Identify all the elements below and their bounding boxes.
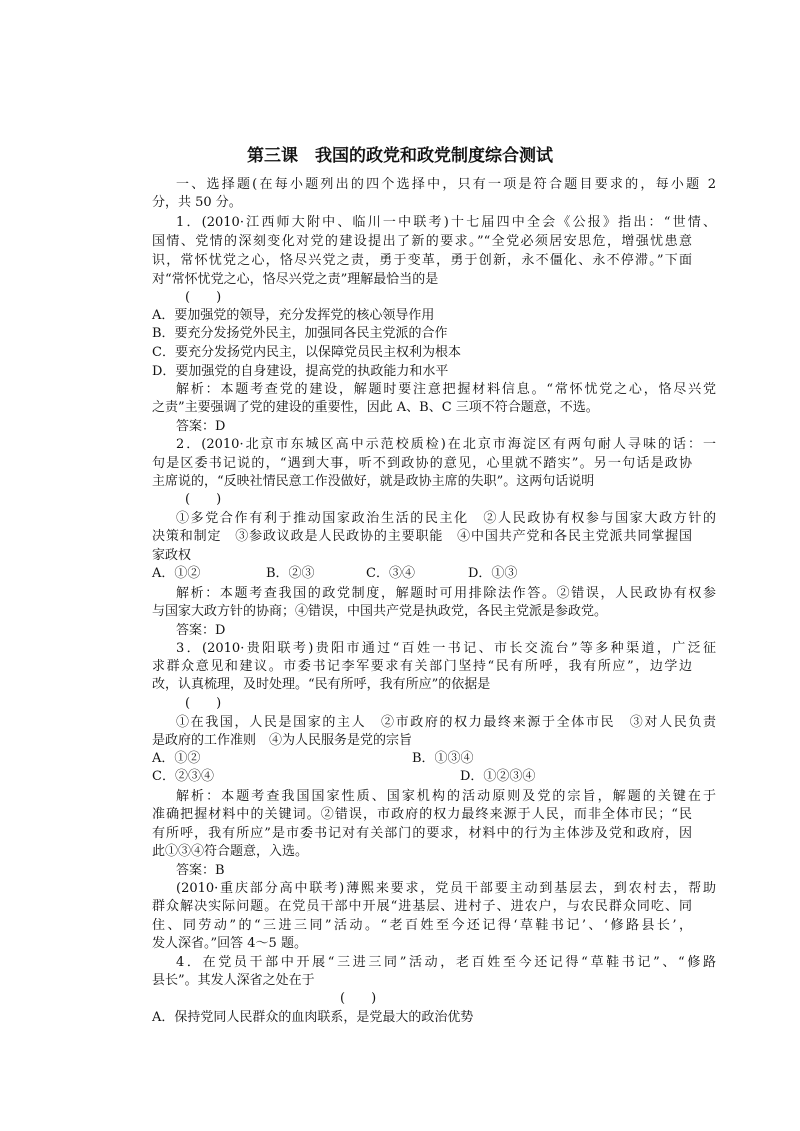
q3-option-a: A．①② — [152, 751, 201, 766]
q2-stem: 句是区委书记说的，“遇到大事，听不到政协的意见，心里就不踏实”。另一句话是政协 — [152, 456, 692, 471]
q1-stem: 对“常怀忧党之心，恪尽兴党之责”理解最恰当的是 — [152, 272, 439, 287]
q2-item: 决策和制定 ③参政议政是人民政协的主要职能 ④中国共产党和各民主党派共同掌握国 — [152, 529, 692, 544]
q1-option-d: D．要加强党的自身建设，提高党的执政能力和水平 — [152, 364, 449, 379]
q3-analysis: 解析：本题考查我国国家性质、国家机构的活动原则及党的宗旨，解题的关键在于 — [176, 789, 716, 804]
q3-option-d: D．①②③④ — [460, 769, 536, 784]
material-text: (2010·重庆部分高中联考)薄熙来要求，党员干部要主动到基层去，到农村去，帮助 — [176, 881, 716, 896]
q4-stem: 县长”。其发人深省之处在于 — [152, 973, 315, 988]
q3-stem: 3．(2010·贵阳联考)贵阳市通过“百姓一书记、市长交流台”等多种渠道，广泛征 — [176, 641, 716, 656]
q2-item: 家政权 — [152, 548, 192, 563]
q3-analysis: 准确把握材料中的关键词。②错误，市政府的权力最终来源于人民，而非全体市民；“民 — [152, 807, 692, 822]
section-heading-cont: 分，共 50 分。 — [152, 195, 242, 210]
q3-option-b: B．①③④ — [412, 751, 474, 766]
q3-answer: 答案：B — [176, 863, 225, 878]
q3-stem: 改，认真梳理，及时处理。“民有所呼，我有所应”的依据是 — [152, 677, 491, 692]
q1-answer: 答案：D — [176, 419, 226, 434]
q2-analysis: 与国家大政方针的协商；④错误，中国共产党是执政党，各民主党派是参政党。 — [152, 604, 608, 619]
material-text: 群众解决实际问题。在党员干部中开展“进基层、进村子、进农户，与农民群众同吃、同 — [152, 899, 692, 914]
q1-analysis: 解析：本题考查党的建设，解题时要注意把握材料信息。“常怀忧党之心，恪尽兴党 — [176, 382, 716, 397]
q2-option-d: D．①③ — [468, 566, 518, 581]
section-heading: 一、选择题(在每小题列出的四个选择中，只有一项是符合题目要求的，每小题 2 — [176, 177, 716, 192]
q2-answer-blank: ( ) — [185, 492, 222, 507]
q3-option-c: C．②③④ — [152, 769, 214, 784]
q1-stem: 国情、党情的深刻变化对党的建设提出了新的要求。”“全党必须居安思危，增强忧患意 — [152, 234, 692, 249]
q3-item: ①在我国，人民是国家的主人 ②市政府的权力最终来源于全体市民 ③对人民负责 — [176, 715, 716, 730]
q2-option-a: A．①② — [152, 566, 201, 581]
page-title: 第三课 我国的政党和政党制度综合测试 — [247, 146, 553, 166]
q4-stem: 4．在党员干部中开展“三进三同”活动，老百姓至今还记得“草鞋书记”、“修路 — [176, 955, 716, 970]
q1-answer-blank: ( ) — [185, 290, 222, 305]
q2-analysis: 解析：本题考查我国的政党制度，解题时可用排除法作答。②错误，人民政协有权参 — [176, 586, 716, 601]
q2-item: ①多党合作有利于推动国家政治生活的民主化 ②人民政协有权参与国家大政方针的 — [176, 511, 716, 526]
q3-answer-blank: ( ) — [185, 696, 222, 711]
q3-item: 是政府的工作准则 ④为人民服务是党的宗旨 — [152, 733, 413, 748]
q1-option-c: C．要充分发扬党内民主，以保障党员民主权利为根本 — [152, 345, 461, 360]
q4-answer-blank: ( ) — [340, 991, 377, 1006]
q1-stem: 识，常怀忧党之心，恪尽兴党之责，勇于变革，勇于创新，永不僵化、永不停滞。”下面 — [152, 253, 692, 268]
q1-option-b: B．要充分发扬党外民主，加强同各民主党派的合作 — [152, 326, 448, 341]
q2-option-c: C．③④ — [366, 566, 415, 581]
material-text: 住、同劳动”的“三进三同”活动。“老百姓至今还记得‘草鞋书记’、‘修路县长’， — [152, 918, 692, 933]
q2-stem: 2．(2010·北京市东城区高中示范校质检)在北京市海淀区有两句耐人寻味的话：一 — [176, 437, 716, 452]
q2-answer: 答案：D — [176, 623, 226, 638]
q2-option-b: B．②③ — [266, 566, 315, 581]
q2-stem: 主席说的，“反映社情民意工作没做好，就是政协主席的失职”。这两句话说明 — [152, 474, 595, 489]
q1-stem: 1．(2010·江西师大附中、临川一中联考)十七届四中全会《公报》指出：“世情、 — [176, 215, 716, 230]
q4-option-a: A．保持党同人民群众的血肉联系，是党最大的政治优势 — [152, 1010, 474, 1025]
q1-option-a: A．要加强党的领导，充分发挥党的核心领导作用 — [152, 308, 435, 323]
material-text: 发人深省。”回答 4～5 题。 — [152, 936, 307, 951]
q3-stem: 求群众意见和建议。市委书记李军要求有关部门坚持“民有所呼，我有所应”，边学边 — [152, 659, 692, 674]
q3-analysis: 有所呼，我有所应”是市委书记对有关部门的要求，材料中的行为主体涉及党和政府，因 — [152, 826, 692, 841]
q1-analysis: 之责”主要强调了党的建设的重要性，因此 A、B、C 三项不符合题意，不选。 — [152, 400, 599, 415]
q3-analysis: 此①③④符合题意，入选。 — [152, 844, 309, 859]
